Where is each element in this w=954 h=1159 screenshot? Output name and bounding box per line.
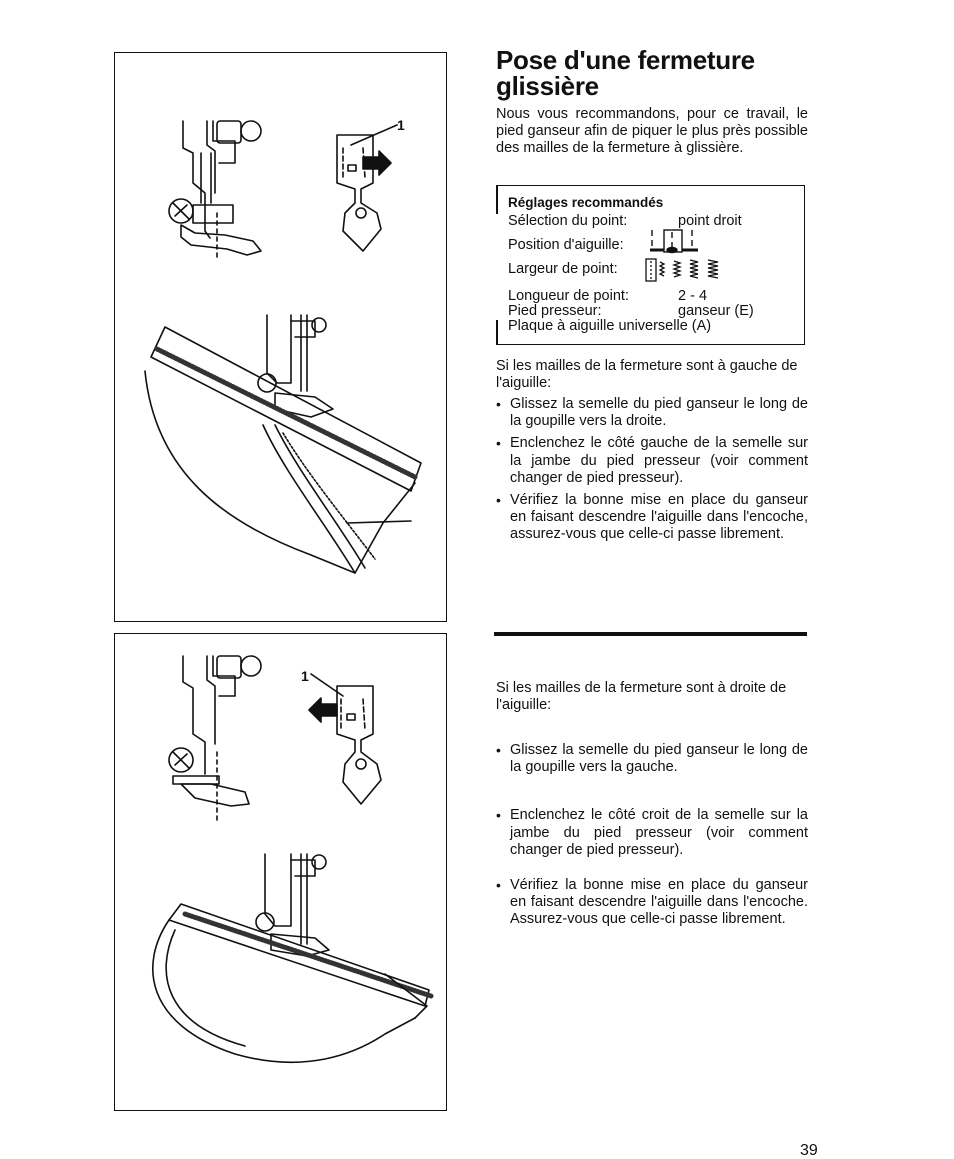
settings-heading: Réglages recommandés: [508, 195, 664, 210]
figure-panel-bottom: [114, 633, 447, 1111]
settings-row-label: Position d'aiguille:: [508, 237, 624, 253]
zipper-foot-right-illustration: [115, 634, 448, 1112]
needle-position-icon: [648, 228, 702, 258]
list-item: • Glissez la semelle du pied ganseur le long de la goupille vers la gauche.: [496, 742, 808, 776]
list-item: • Vérifiez la bonne mise en place du ganseur en faisant descendre l'aiguille dans l'encoche, assurez-vous que celle-ci passe librement.: [496, 492, 808, 543]
settings-row-label: Sélection du point:: [508, 213, 628, 229]
stitch-width-icon: [644, 258, 724, 282]
foot-sole-detail-drawing: [337, 125, 397, 251]
settings-row-value: point droit: [678, 213, 742, 229]
zipper-sewing-drawing: [153, 854, 431, 1062]
section-left-bullets: [496, 396, 808, 544]
section-left-intro: Si les mailles de la fermeture sont à gauche de l'aiguille:: [496, 358, 798, 392]
section-right-intro: Si les mailles de la fermeture sont à droite de l'aiguille:: [496, 680, 787, 714]
page-title: Pose d'une fermeture glissière: [496, 45, 755, 101]
presser-foot-drawing: [169, 121, 261, 258]
section-divider: [494, 632, 807, 636]
page-number: 39: [800, 1142, 818, 1159]
figure-callout-number: 1: [397, 117, 405, 133]
figure-panel-top: [114, 52, 447, 622]
list-item: • Enclenchez le côté croit de la semelle sur la jambe du pied presseur (voir comment changer de pied presseur).: [496, 807, 808, 858]
recommended-settings-box: [496, 185, 805, 345]
section-right-bullets: [496, 742, 808, 929]
zipper-sewing-drawing: [145, 315, 421, 573]
settings-row-value: ganseur (E): [678, 303, 754, 319]
zipper-foot-left-illustration: [115, 53, 448, 623]
settings-row-label: Largeur de point:: [508, 261, 618, 277]
intro-paragraph: Nous vous recommandons, pour ce travail, le pied ganseur afin de piquer le plus près possible des mailles de la fermeture à glissière.: [496, 106, 808, 157]
list-item: • Enclenchez le côté gauche de la semelle sur la jambe du pied presseur (voir comment changer de pied presseur).: [496, 435, 808, 486]
foot-sole-detail-drawing: [309, 674, 381, 804]
settings-row-label: Pied presseur:: [508, 303, 602, 319]
settings-row-value: 2 - 4: [678, 288, 708, 304]
list-item: • Glissez la semelle du pied ganseur le long de la goupille vers la droite.: [496, 396, 808, 430]
figure-callout-number: 1: [301, 668, 309, 684]
list-item: • Vérifiez la bonne mise en place du ganseur en faisant descendre l'aiguille dans l'encoche. Assurez-vous que celle-ci passe librement.: [496, 877, 808, 928]
presser-foot-drawing: [169, 656, 261, 824]
settings-row-label: Longueur de point:: [508, 288, 629, 304]
settings-row-label: Plaque à aiguille universelle (A): [508, 318, 712, 334]
